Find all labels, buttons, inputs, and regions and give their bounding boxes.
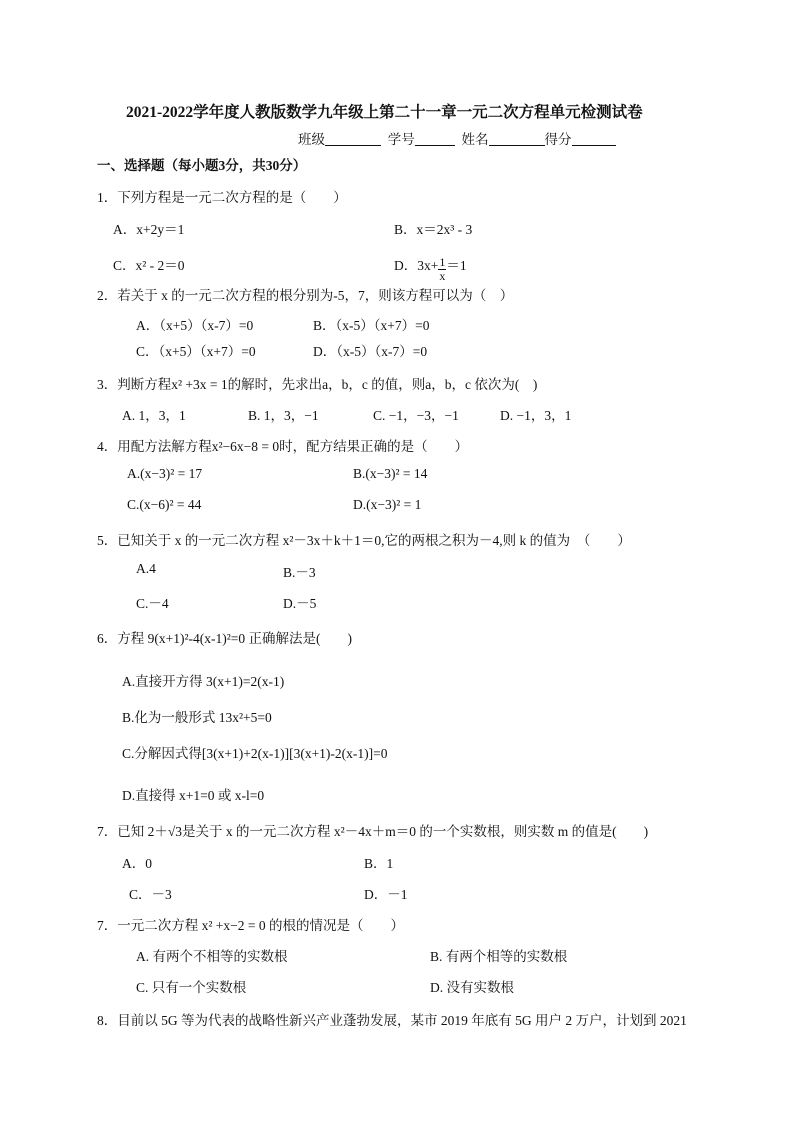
option: B．1 [364, 856, 394, 871]
option: D. 没有实数根 [430, 980, 514, 995]
option: A．（x+5）（x-7）=0 [136, 318, 254, 333]
id-label: 学号 [387, 132, 415, 147]
question-stem: 7．已知 2＋√3是关于 x 的一元二次方程 x²－4x＋m＝0 的一个实数根，则实数 m 的值是( ) [97, 824, 649, 839]
option: C．－3 [129, 887, 172, 902]
option: C．x² - 2＝0 [113, 258, 185, 273]
question-stem: 2．若关于 x 的一元二次方程的根分别为-5，7，则该方程可以为（ ） [97, 288, 514, 303]
option: D．－1 [364, 887, 408, 902]
score-blank[interactable] [572, 131, 616, 146]
option-d-fraction [394, 254, 467, 283]
option-prefix: D．3x+ [394, 258, 439, 273]
option: A．x+2y＝1 [113, 222, 185, 237]
option: D.－5 [283, 596, 317, 611]
section-title: 一、选择题（每小题3分，共30分） [97, 158, 307, 173]
question-stem: 5．已知关于 x 的一元二次方程 x²－3x＋k＋1＝0,它的两根之积为－4,则 k 的值为 （ ） [97, 533, 631, 548]
option: A.直接开方得 3(x+1)=2(x-1) [122, 674, 285, 689]
name-blank[interactable] [489, 131, 545, 146]
option: C.－4 [136, 596, 169, 611]
option: C. −1，−3，−1 [373, 408, 459, 423]
option: C.分解因式得[3(x+1)+2(x-1)][3(x+1)-2(x-1)]=0 [122, 746, 388, 761]
option: B. 1，3，−1 [248, 408, 319, 423]
option: B.化为一般形式 13x²+5=0 [122, 710, 272, 725]
fraction-denominator: x [439, 269, 446, 283]
class-label: 班级 [298, 132, 325, 147]
option: B. 有两个相等的实数根 [430, 949, 568, 964]
fraction-numerator: 1 [439, 255, 446, 269]
question-stem: 8．目前以 5G 等为代表的战略性新兴产业蓬勃发展，某市 2019 年底有 5G 用户 2 万户，计划到 2021 [97, 1013, 687, 1028]
question-stem: 6．方程 9(x+1)²-4(x-1)²=0 正确解法是( ) [97, 631, 353, 646]
option: C．（x+5）（x+7）=0 [136, 344, 256, 359]
option: B.(x−3)² = 14 [353, 466, 428, 481]
option: A. 有两个不相等的实数根 [136, 949, 288, 964]
question-stem: 1．下列方程是一元二次方程的是（ ） [97, 190, 347, 205]
score-label: 得分 [544, 132, 572, 147]
option: C.(x−6)² = 44 [127, 497, 202, 512]
name-label: 姓名 [461, 132, 489, 147]
option: B．x＝2x³ - 3 [394, 222, 473, 237]
class-blank[interactable] [325, 131, 381, 146]
option: D.直接得 x+1=0 或 x-l=0 [122, 788, 265, 803]
option: A.4 [136, 561, 156, 576]
option: D．（x-5）（x-7）=0 [313, 344, 428, 359]
option: B．（x-5）（x+7）=0 [313, 318, 430, 333]
question-stem: 7．一元二次方程 x² +x−2 = 0 的根的情况是（ ） [97, 918, 405, 933]
page-title: 2021-2022学年度人教版数学九年级上第二十一章一元二次方程单元检测试卷 [126, 104, 643, 121]
option: A. 1，3，1 [122, 408, 186, 423]
option: A．0 [122, 856, 152, 871]
option-suffix: ＝1 [446, 258, 467, 273]
question-stem: 3．判断方程x² +3x = 1的解时，先求出a，b，c 的值，则a，b，c 依次为( ) [97, 377, 538, 392]
option: C. 只有一个实数根 [136, 980, 247, 995]
id-blank[interactable] [415, 131, 455, 146]
option: A.(x−3)² = 17 [127, 466, 203, 481]
student-info-line [298, 128, 616, 148]
question-stem: 4．用配方法解方程x²−6x−8 = 0时，配方结果正确的是（ ） [97, 439, 469, 454]
option: D. −1，3，1 [500, 408, 572, 423]
option: D.(x−3)² = 1 [353, 497, 422, 512]
option: B.－3 [283, 565, 316, 580]
